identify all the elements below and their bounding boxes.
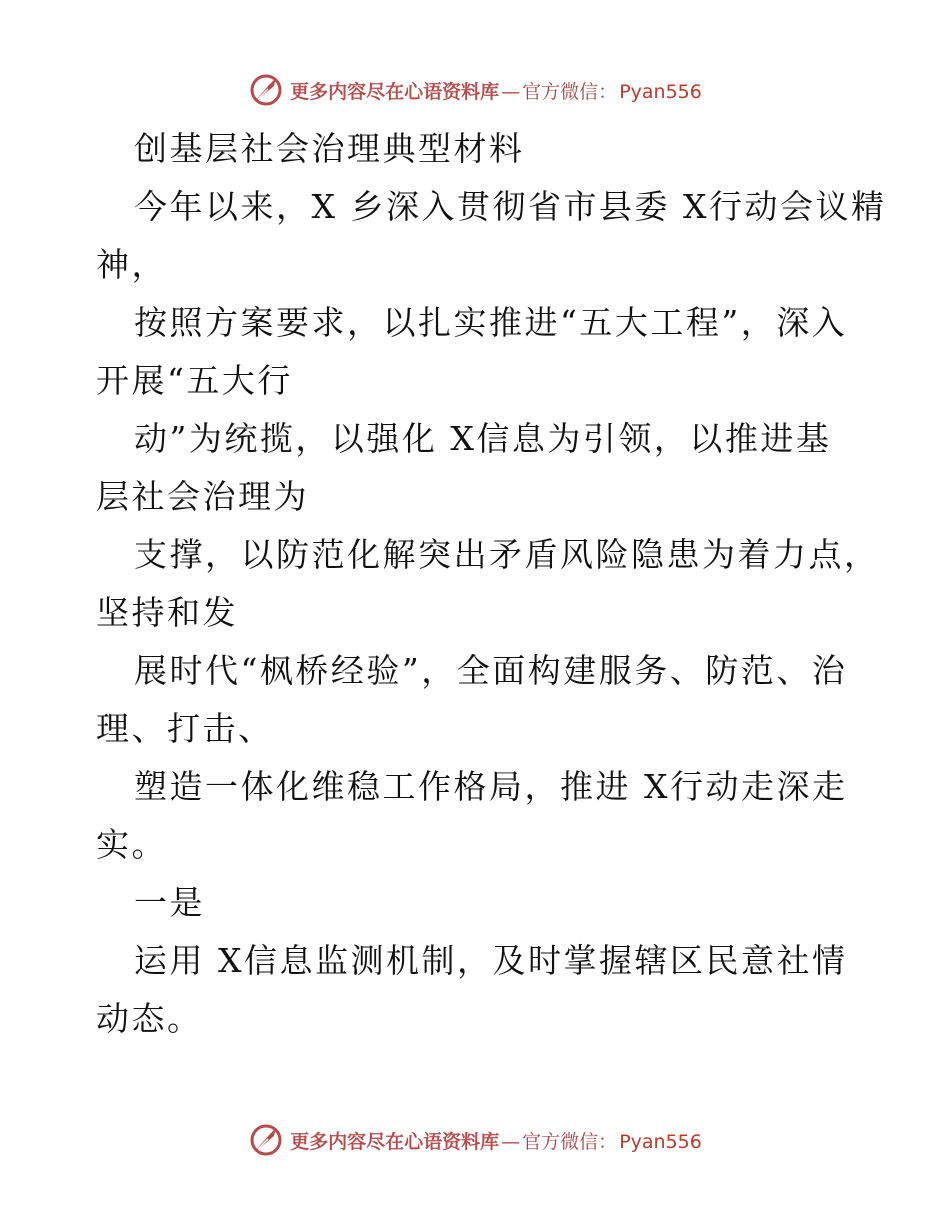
- paragraph-6-line-2: 实。: [96, 825, 167, 864]
- header-watermark: [0, 70, 950, 110]
- paragraph-7-line-1: 一是: [134, 883, 205, 922]
- paragraph-1-line-2: 神，: [96, 245, 167, 284]
- paragraph-2-line-1: 按照方案要求，以扎实推进“五大工程”，深入: [134, 303, 848, 342]
- paragraph-5: [96, 642, 856, 758]
- paragraph-1: [96, 178, 887, 294]
- paragraph-3-line-2: 层社会治理为: [96, 477, 309, 516]
- paragraph-4-line-1: 支撑，以防范化解突出矛盾风险隐患为着力点，: [134, 535, 880, 574]
- watermark-separator: —: [501, 80, 521, 103]
- paragraph-3-line-1: 动”为统揽，以强化 X信息为引领，以推进基: [134, 419, 832, 458]
- paragraph-2-line-2: 开展“五大行: [96, 361, 293, 400]
- paragraph-4-line-2: 坚持和发: [96, 593, 238, 632]
- paragraph-6: [96, 758, 856, 874]
- footer-watermark: [0, 1120, 950, 1160]
- quill-circle-logo-icon: [248, 72, 284, 108]
- watermark-separator: —: [501, 1130, 521, 1153]
- paragraph-6-line-1: 塑造一体化维稳工作格局，推进 X行动走深走: [134, 767, 848, 806]
- document-body: [96, 120, 887, 1048]
- paragraph-2: [96, 294, 856, 410]
- watermark-main-text: 更多内容尽在心语资料库: [290, 80, 500, 103]
- paragraph-1-line-1: 今年以来，X 乡深入贯彻省市县委 X行动会议精: [134, 187, 887, 226]
- watermark-wechat-id: Pyan556: [619, 80, 702, 103]
- watermark-main-text: 更多内容尽在心语资料库: [290, 1130, 500, 1153]
- paragraph-8-line-1: 运用 X信息监测机制，及时掌握辖区民意社情: [134, 941, 848, 980]
- watermark-wechat-id: Pyan556: [619, 1130, 702, 1153]
- watermark-sub-text: 官方微信：: [522, 1130, 618, 1153]
- paragraph-8-line-2: 动态。: [96, 999, 203, 1038]
- paragraph-5-line-1: 展时代“枫桥经验”，全面构建服务、防范、治: [134, 651, 848, 690]
- paragraph-7: [96, 874, 856, 932]
- paragraph-5-line-2: 理、打击、: [96, 709, 274, 748]
- paragraph-8: [96, 932, 856, 1048]
- watermark-sub-text: 官方微信：: [522, 80, 618, 103]
- document-title: 创基层社会治理典型材料: [134, 129, 525, 168]
- paragraph-4: [96, 526, 880, 642]
- paragraph-3: [96, 410, 856, 526]
- quill-circle-logo-icon: [248, 1122, 284, 1158]
